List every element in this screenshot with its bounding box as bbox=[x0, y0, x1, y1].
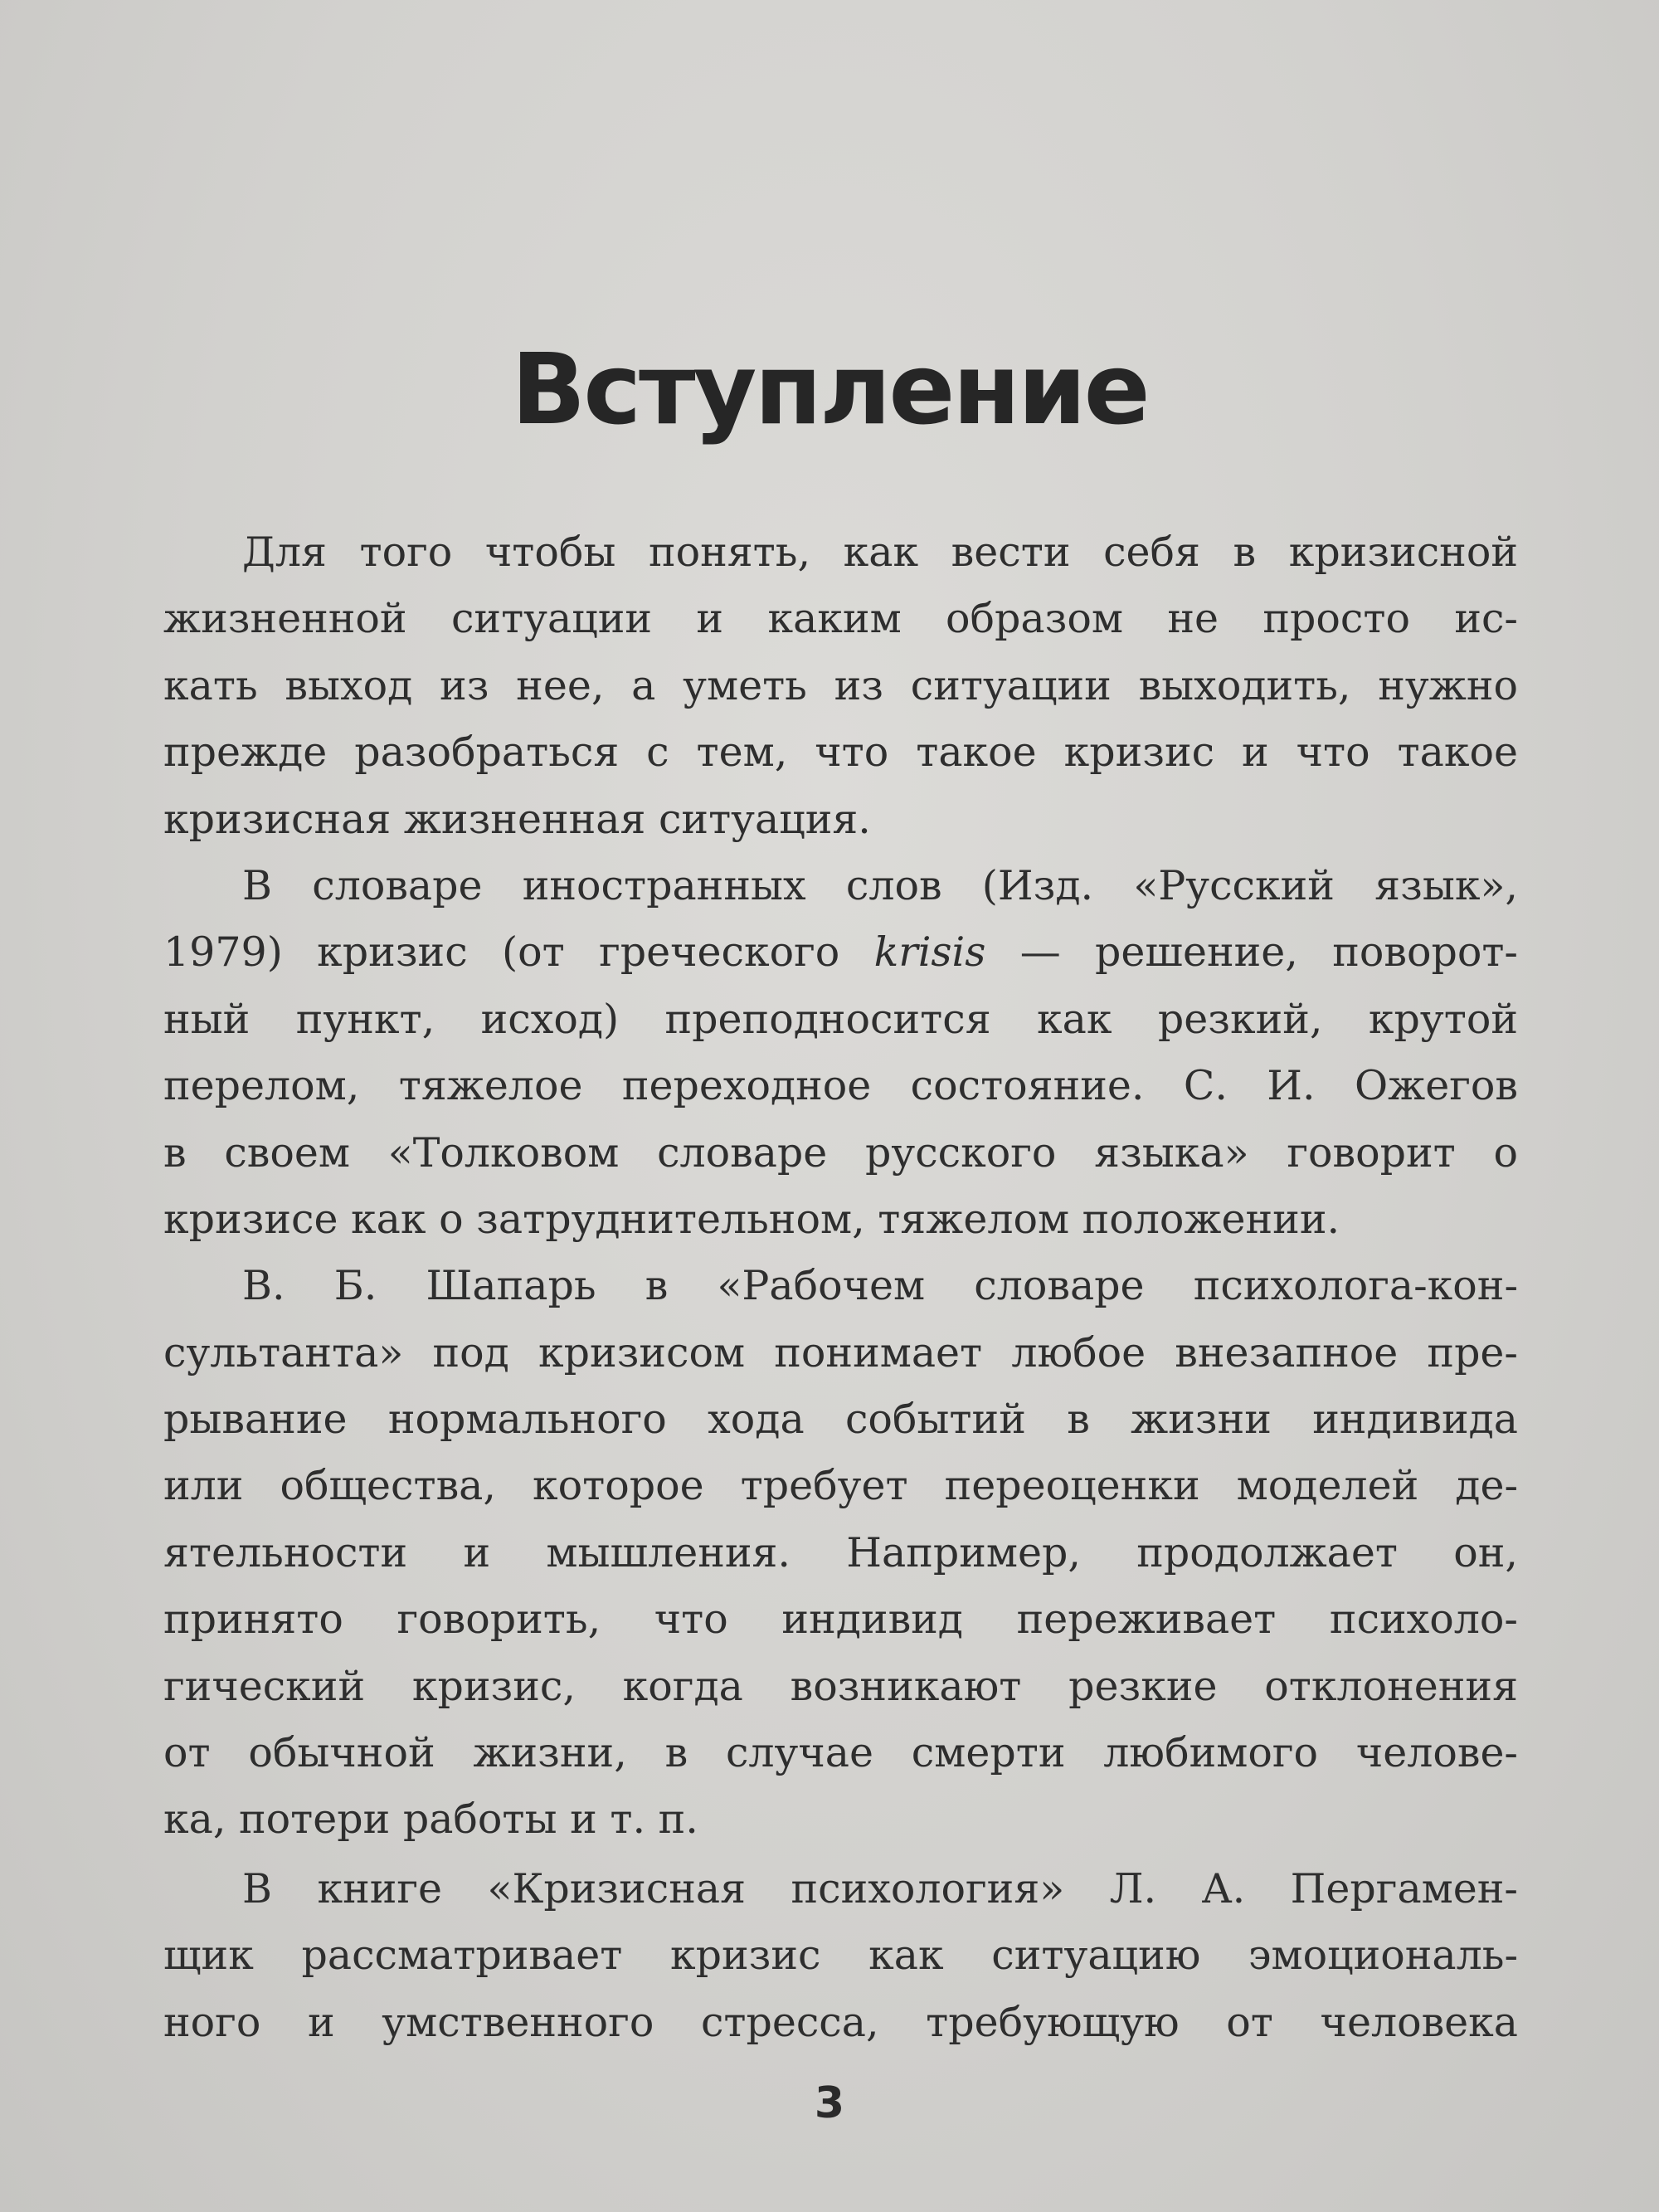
paragraph-1 bbox=[163, 519, 1518, 853]
text-line: Для того чтобы понять, как вести себя в кризисной bbox=[242, 529, 1518, 576]
text-line-with-italic: 1979) кризис (от греческого krisis — решение, поворот- bbox=[163, 928, 1518, 977]
text-line: или общества, которое требует переоценки моделей де- bbox=[163, 1462, 1518, 1510]
text-line: кризисе как о затруднительном, тяжелом положении. bbox=[163, 1195, 1340, 1243]
text-line: В книге «Кризисная психология» Л. А. Пергамен- bbox=[242, 1864, 1518, 1912]
text-line: принято говорить, что индивид переживает психоло- bbox=[163, 1596, 1518, 1644]
paragraph-4 bbox=[163, 1856, 1518, 2056]
paragraph-3 bbox=[163, 1253, 1518, 1854]
text-line: жизненной ситуации и каким образом не просто ис- bbox=[163, 595, 1518, 643]
text-line: гический кризис, когда возникают резкие отклонения bbox=[163, 1662, 1518, 1710]
text-line: ка, потери работы и т. п. bbox=[163, 1795, 698, 1844]
text-line: ный пункт, исход) преподносится как резкий, крутой bbox=[163, 995, 1518, 1043]
page-number: 3 bbox=[814, 2078, 845, 2128]
text-line: ного и умственного стресса, требующую от человека bbox=[163, 1998, 1518, 2046]
paragraph-2 bbox=[163, 853, 1518, 1253]
text-line: сультанта» под кризисом понимает любое внезапное пре- bbox=[163, 1328, 1518, 1376]
text-line: щик рассматривает кризис как ситуацию эмоциональ- bbox=[163, 1932, 1518, 1980]
text-line: прежде разобраться с тем, что такое кризис и что такое bbox=[163, 728, 1518, 777]
text-line: перелом, тяжелое переходное состояние. С. И. Ожегов bbox=[163, 1062, 1518, 1110]
chapter-title: Вступление bbox=[511, 332, 1148, 446]
body-text bbox=[163, 519, 1518, 2056]
text-line: кризисная жизненная ситуация. bbox=[163, 795, 871, 843]
text-line: ятельности и мышления. Например, продолжает он, bbox=[163, 1528, 1518, 1576]
text-line: от обычной жизни, в случае смерти любимого челове- bbox=[163, 1729, 1518, 1777]
italic-term: krisis bbox=[873, 928, 986, 977]
text-line: в своем «Толковом словаре русского языка» говорит о bbox=[163, 1128, 1518, 1177]
text-line: В словаре иностранных слов (Изд. «Русский язык», bbox=[242, 861, 1518, 909]
text-line: рывание нормального хода событий в жизни индивида bbox=[163, 1396, 1518, 1444]
text-line: кать выход из нее, а уметь из ситуации выходить, нужно bbox=[163, 661, 1518, 709]
text-line: В. Б. Шапарь в «Рабочем словаре психолога-кон- bbox=[242, 1262, 1518, 1310]
